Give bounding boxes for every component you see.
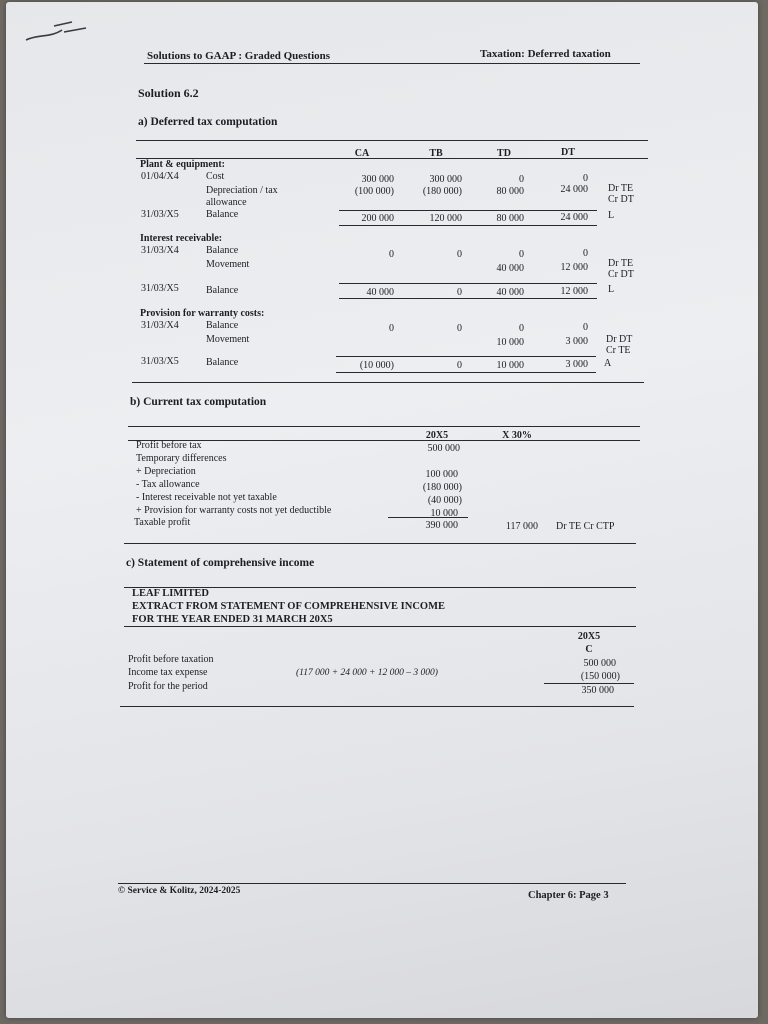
interest-r1-date: 31/03/X4 xyxy=(141,245,179,256)
interest-r1-ca: 0 xyxy=(389,249,394,260)
table-b-header-rule xyxy=(128,440,640,441)
document-page xyxy=(6,2,758,1018)
warranty-r2-note-credit: Cr TE xyxy=(606,345,631,356)
warranty-subtotal-rule xyxy=(336,356,596,357)
c-row-value-income-tax-expense: (150 000) xyxy=(580,671,620,682)
col-tb: TB xyxy=(429,148,443,159)
warranty-total-rule xyxy=(336,372,596,373)
warranty-r1-tb: 0 xyxy=(457,323,462,334)
b-row-tax-taxable-profit: 117 000 xyxy=(505,521,538,532)
col-td: TD xyxy=(497,148,511,159)
warranty-r2-dt: 3 000 xyxy=(565,336,588,347)
footer-page-number: Chapter 6: Page 3 xyxy=(528,890,609,901)
col-c-currency: C xyxy=(585,644,593,655)
header-left: Solutions to GAAP : Graded Questions xyxy=(147,50,331,62)
footer-copyright: © Service & Kolitz, 2024-2025 xyxy=(118,886,241,896)
b-row-label-profit-before-tax: Profit before tax xyxy=(136,440,202,451)
part-b-title: b) Current tax computation xyxy=(130,396,267,408)
part-c-title: c) Statement of comprehensive income xyxy=(126,557,315,569)
plant-r1-ca: 300 000 xyxy=(361,174,394,185)
b-row-value-profit-before-tax: 500 000 xyxy=(427,443,460,454)
warranty-r3-date: 31/03/X5 xyxy=(141,356,179,367)
plant-r1-desc: Cost xyxy=(206,171,225,182)
table-b-bottom-rule xyxy=(124,543,636,544)
b-row-value-taxable-profit: 390 000 xyxy=(425,520,458,531)
table-a-bottom-rule xyxy=(132,382,644,383)
plant-r1-td: 0 xyxy=(519,174,524,185)
col-x30: X 30% xyxy=(502,430,532,441)
c-row-label-income-tax-expense: Income tax expense xyxy=(128,667,208,678)
warranty-r1-desc: Balance xyxy=(206,320,239,331)
b-row-value-warranty-provision: 10 000 xyxy=(430,508,458,519)
plant-r2-dt: 24 000 xyxy=(560,184,588,195)
plant-r3-tb: 120 000 xyxy=(429,213,462,224)
plant-r3-ca: 200 000 xyxy=(361,213,394,224)
warranty-r3-tb: 0 xyxy=(457,360,462,371)
interest-total-rule xyxy=(339,298,597,299)
warranty-r2-td: 10 000 xyxy=(496,337,524,348)
col-ca: CA xyxy=(354,148,370,159)
c-subtotal-rule xyxy=(544,683,634,684)
c-row-label-profit-for-period: Profit for the period xyxy=(128,681,208,692)
warranty-r2-desc: Movement xyxy=(206,334,250,345)
interest-r3-td: 40 000 xyxy=(496,287,524,298)
warranty-heading: Provision for warranty costs: xyxy=(140,308,265,319)
interest-r1-desc: Balance xyxy=(206,245,239,256)
b-row-value-tax-allowance: (180 000) xyxy=(422,482,462,493)
plant-r2-ca: (100 000) xyxy=(354,186,394,197)
col-c-20x5: 20X5 xyxy=(577,631,601,642)
interest-r2-desc: Movement xyxy=(206,259,250,270)
warranty-r3-dt: 3 000 xyxy=(565,359,588,370)
plant-r1-dt: 0 xyxy=(583,173,588,184)
interest-r3-date: 31/03/X5 xyxy=(141,283,179,294)
table-a-top-rule xyxy=(136,140,648,141)
plant-r3-desc: Balance xyxy=(206,209,239,220)
table-c-bottom-rule xyxy=(120,706,634,707)
plant-r3-dt: 24 000 xyxy=(560,212,588,223)
plant-r3-td: 80 000 xyxy=(496,213,524,224)
statement-extract-title: EXTRACT FROM STATEMENT OF COMPREHENSIVE INCOME xyxy=(132,601,445,612)
interest-r3-note: L xyxy=(608,284,615,295)
plant-r2-tb: (180 000) xyxy=(422,186,462,197)
b-row-value-interest-receivable: (40 000) xyxy=(427,495,462,506)
plant-r3-date: 31/03/X5 xyxy=(141,209,179,220)
col-dt: DT xyxy=(561,147,575,158)
header-rule xyxy=(144,63,640,64)
b-row-value-depreciation: 100 000 xyxy=(425,469,458,480)
interest-r1-dt: 0 xyxy=(583,248,588,259)
interest-heading: Interest receivable: xyxy=(140,233,223,244)
solution-title: Solution 6.2 xyxy=(138,86,199,100)
c-row-label-profit-before-taxation: Profit before taxation xyxy=(128,654,214,665)
b-row-label-interest-receivable: - Interest receivable not yet taxable xyxy=(136,492,277,503)
plant-subtotal-rule xyxy=(339,210,597,211)
interest-r3-tb: 0 xyxy=(457,287,462,298)
warranty-r1-dt: 0 xyxy=(583,322,588,333)
b-row-note-taxable-profit: Dr TE Cr CTP xyxy=(556,521,615,532)
plant-total-rule xyxy=(339,225,597,226)
b-row-label-taxable-profit: Taxable profit xyxy=(134,517,191,528)
interest-r2-note-debit: Dr TE xyxy=(608,258,634,269)
interest-r1-tb: 0 xyxy=(457,249,462,260)
plant-r2-note-credit: Cr DT xyxy=(608,194,634,205)
warranty-r1-ca: 0 xyxy=(389,323,394,334)
b-row-label-tax-allowance: - Tax allowance xyxy=(136,479,200,490)
plant-r1-tb: 300 000 xyxy=(429,174,462,185)
footer-rule xyxy=(118,883,626,884)
interest-r3-desc: Balance xyxy=(206,285,239,296)
warranty-r3-td: 10 000 xyxy=(496,360,524,371)
c-row-value-profit-for-period: 350 000 xyxy=(581,685,614,696)
interest-r2-td: 40 000 xyxy=(496,263,524,274)
header-right: Taxation: Deferred taxation xyxy=(480,48,611,60)
plant-r1-date: 01/04/X4 xyxy=(141,171,179,182)
table-b-top-rule xyxy=(128,426,640,427)
interest-r3-ca: 40 000 xyxy=(366,287,394,298)
warranty-r1-td: 0 xyxy=(519,323,524,334)
part-a-title: a) Deferred tax computation xyxy=(138,116,278,128)
b-row-label-depreciation: + Depreciation xyxy=(136,466,196,477)
b-row-label-warranty-provision: + Provision for warranty costs not yet deductible xyxy=(136,505,332,516)
b-row-label-temporary-differences: Temporary differences xyxy=(136,453,227,464)
plant-r2-td: 80 000 xyxy=(496,186,524,197)
interest-r2-note-credit: Cr DT xyxy=(608,269,634,280)
plant-r3-note: L xyxy=(608,210,615,221)
plant-r2-note-debit: Dr TE xyxy=(608,183,634,194)
statement-period: FOR THE YEAR ENDED 31 MARCH 20X5 xyxy=(132,614,333,625)
warranty-r3-note: A xyxy=(604,358,612,369)
warranty-r1-date: 31/03/X4 xyxy=(141,320,179,331)
interest-subtotal-rule xyxy=(339,283,597,284)
warranty-r3-ca: (10 000) xyxy=(359,360,394,371)
interest-r2-dt: 12 000 xyxy=(560,262,588,273)
c-row-calc-income-tax-expense: (117 000 + 24 000 + 12 000 – 3 000) xyxy=(296,668,438,678)
col-20x5: 20X5 xyxy=(425,430,449,441)
pen-scribble-mark xyxy=(24,18,94,48)
c-row-value-profit-before-taxation: 500 000 xyxy=(583,658,616,669)
plant-r2-desc2: allowance xyxy=(206,197,247,208)
plant-r2-desc1: Depreciation / tax xyxy=(206,185,278,196)
interest-r3-dt: 12 000 xyxy=(560,286,588,297)
warranty-r3-desc: Balance xyxy=(206,357,239,368)
plant-heading: Plant & equipment: xyxy=(140,159,225,170)
table-c-header-rule xyxy=(124,626,636,627)
company-name: LEAF LIMITED xyxy=(132,588,209,599)
interest-r1-td: 0 xyxy=(519,249,524,260)
b-subtotal-rule xyxy=(388,517,468,518)
warranty-r2-note-debit: Dr DT xyxy=(606,334,633,345)
